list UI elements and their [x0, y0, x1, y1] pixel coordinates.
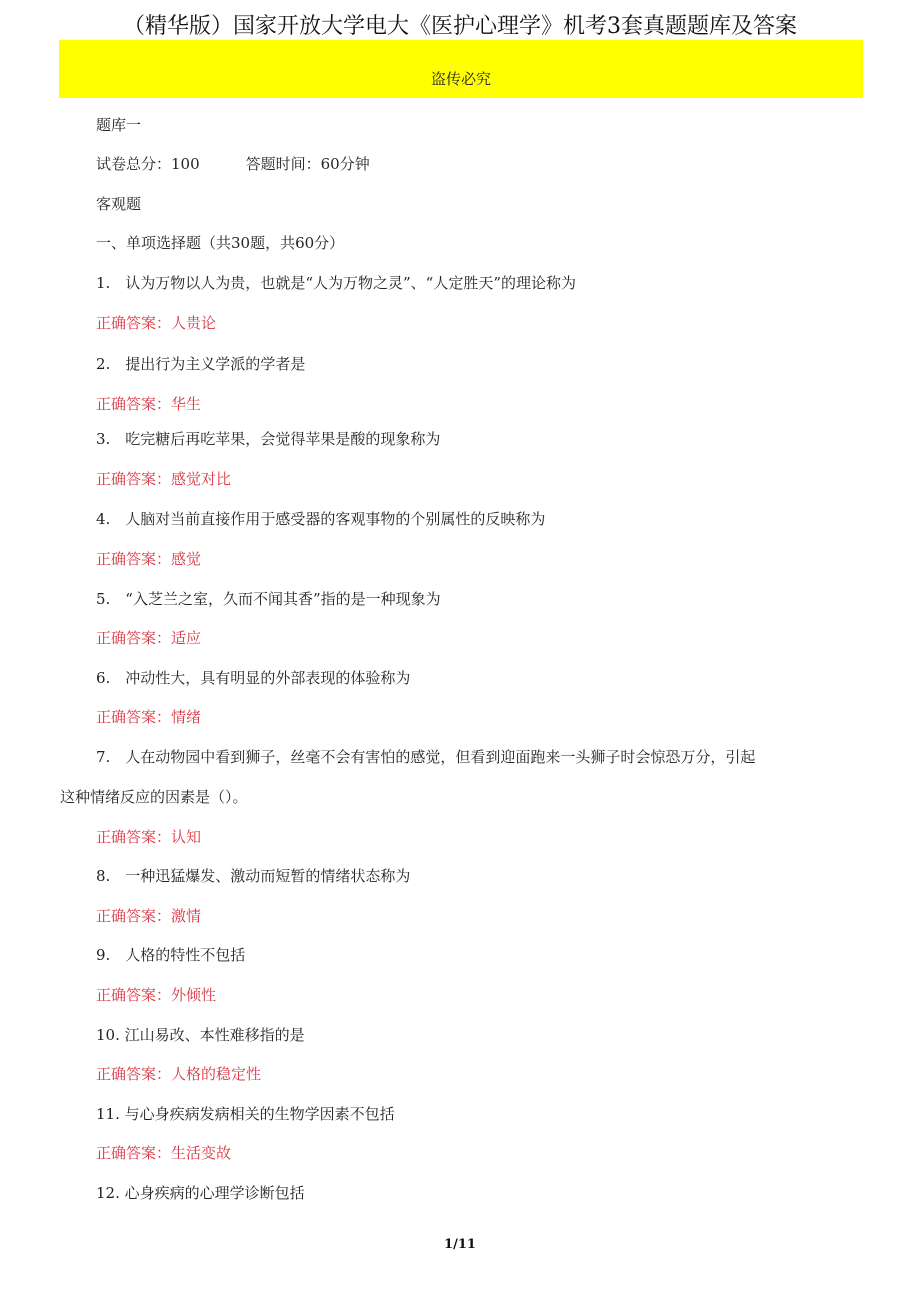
- correct-answer: 正确答案：人格的稳定性: [96, 1065, 262, 1083]
- exam-duration: 答题时间：60分钟: [245, 155, 370, 173]
- correct-answer: 正确答案：生活变故: [96, 1144, 232, 1162]
- bank-label: 题库一: [96, 116, 142, 134]
- correct-answer: 正确答案：适应: [96, 629, 202, 647]
- question-text: 1. 认为万物以人为贵，也就是“人为万物之灵”、“人定胜天”的理论称为: [96, 274, 576, 292]
- correct-answer: 正确答案：外倾性: [96, 986, 217, 1004]
- question-text: 9. 人格的特性不包括: [96, 946, 246, 964]
- question-text-continued: 这种情绪反应的因素是（）。: [60, 788, 248, 806]
- question-text: 11. 与心身疾病发病相关的生物学因素不包括: [96, 1105, 395, 1123]
- question-text: 6. 冲动性大，具有明显的外部表现的体验称为: [96, 669, 411, 687]
- question-text: 10. 江山易改、本性难移指的是: [96, 1026, 305, 1044]
- question-text: 4. 人脑对当前直接作用于感受器的客观事物的个别属性的反映称为: [96, 510, 546, 528]
- question-text: 5. “入芝兰之室，久而不闻其香”指的是一种现象为: [96, 590, 441, 608]
- document-title: （精华版）国家开放大学电大《医护心理学》机考3套真题题库及答案: [123, 14, 797, 39]
- correct-answer: 正确答案：感觉对比: [96, 470, 232, 488]
- question-text: 2. 提出行为主义学派的学者是: [96, 355, 306, 373]
- correct-answer: 正确答案：认知: [96, 828, 202, 846]
- question-text: 12. 心身疾病的心理学诊断包括: [96, 1184, 305, 1202]
- banner-text: 盗传必究: [430, 70, 491, 88]
- question-text: 7. 人在动物园中看到狮子，丝毫不会有害怕的感觉，但看到迎面跑来一头狮子时会惊恐万分，引起: [96, 748, 756, 766]
- page-number: 1/11: [444, 1237, 476, 1252]
- question-text: 8. 一种迅猛爆发、激动而短暂的情绪状态称为: [96, 867, 411, 885]
- question-text: 3. 吃完糖后再吃苹果，会觉得苹果是酸的现象称为: [96, 430, 441, 448]
- correct-answer: 正确答案：激情: [96, 907, 202, 925]
- correct-answer: 正确答案：感觉: [96, 550, 202, 568]
- section-label: 客观题: [96, 195, 142, 213]
- copyright-banner: [59, 40, 863, 98]
- exam-meta: [96, 153, 370, 175]
- correct-answer: 正确答案：情绪: [96, 708, 202, 726]
- correct-answer: 正确答案：华生: [96, 395, 202, 413]
- total-score: 试卷总分：100: [96, 155, 200, 173]
- correct-answer: 正确答案：人贵论: [96, 314, 217, 332]
- part-heading: 一、单项选择题（共30题，共60分）: [96, 234, 345, 252]
